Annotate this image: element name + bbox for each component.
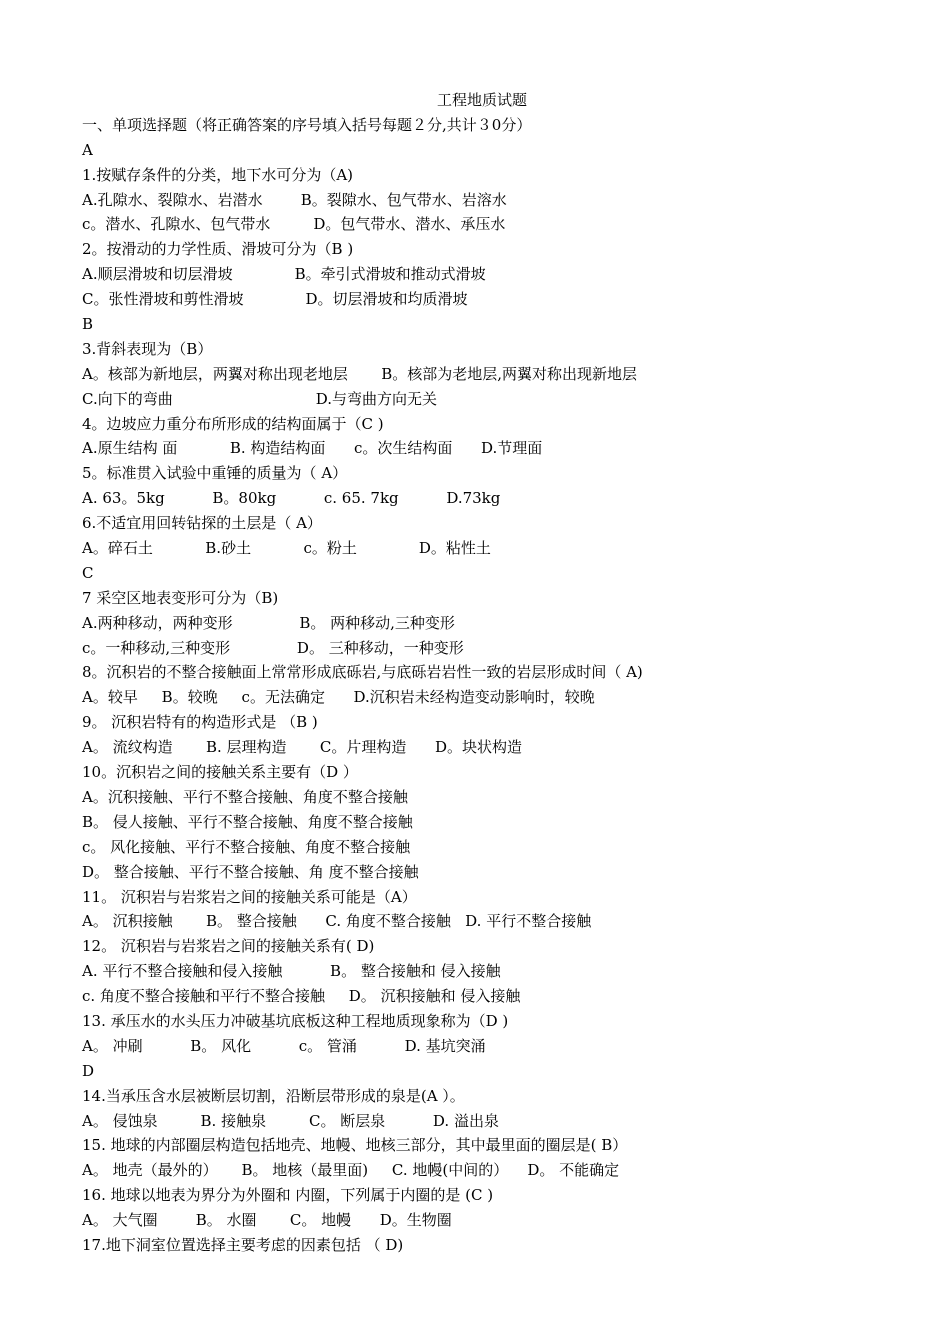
text-line: A. 平行不整合接触和侵入接触 B。 整合接触和 侵入接触 xyxy=(82,962,501,981)
text-line: 14.当承压含水层被断层切割，沿断层带形成的泉是(A ）。 xyxy=(82,1086,465,1105)
text-line: 11。 沉积岩与岩浆岩之间的接触关系可能是（A） xyxy=(82,887,417,906)
text-line: D xyxy=(82,1061,95,1080)
text-line: A xyxy=(82,140,93,159)
text-line: 13. 承压水的水头压力冲破基坑底板这种工程地质现象称为（D ) xyxy=(82,1011,509,1030)
text-line: 6.不适宜用回转钻探的土层是（ A） xyxy=(82,514,322,533)
text-line: A.孔隙水、裂隙水、岩潜水 B。裂隙水、包气带水、岩溶水 xyxy=(82,190,507,209)
text-line: A。 大气圈 B。 水圈 C。 地幔 D。生物圈 xyxy=(82,1211,452,1230)
text-line: A。 侵蚀泉 B. 接触泉 C。 断层泉 D. 溢出泉 xyxy=(82,1111,499,1130)
text-line: 3.背斜表现为（B） xyxy=(82,339,213,358)
text-line: c。 风化接触、平行不整合接触、角度不整合接触 xyxy=(82,837,411,856)
text-line: 10。沉积岩之间的接触关系主要有（D ） xyxy=(82,763,358,782)
text-line: 16. 地球以地表为界分为外圈和 内圈，下列属于内圈的是 (C ) xyxy=(82,1186,494,1205)
text-line: 9。 沉积岩特有的构造形式是 （B ) xyxy=(82,713,318,732)
text-line: 5。标准贯入试验中重锤的质量为（ A） xyxy=(82,464,348,483)
text-line: c。潜水、孔隙水、包气带水 D。包气带水、潜水、承压水 xyxy=(82,215,506,234)
text-line: c。一种移动,三种变形 D。 三种移动，一种变形 xyxy=(82,638,464,657)
text-line: A。碎石土 B.砂土 c。粉土 D。粘性土 xyxy=(82,539,491,558)
text-line: 4。边坡应力重分布所形成的结构面属于（C ) xyxy=(82,414,384,433)
text-line: c. 角度不整合接触和平行不整合接触 D。 沉积接触和 侵入接触 xyxy=(82,987,521,1006)
text-line: A。 流纹构造 B. 层理构造 C。片理构造 D。块状构造 xyxy=(82,738,523,757)
question-list xyxy=(82,113,882,1258)
text-line: B xyxy=(82,315,94,334)
text-line: 17.地下洞室位置选择主要考虑的因素包括 （ D) xyxy=(82,1235,404,1254)
text-line: A。核部为新地层，两翼对称出现老地层 B。核部为老地层,两翼对称出现新地层 xyxy=(82,364,638,383)
text-line: D。 整合接触、平行不整合接触、角 度不整合接触 xyxy=(82,862,419,881)
document-body xyxy=(82,88,882,1258)
text-line: A。较早 B。较晚 c。无法确定 D.沉积岩未经构造变动影响时，较晚 xyxy=(82,688,595,707)
text-line: A.两种移动，两种变形 B。 两种移动,三种变形 xyxy=(82,613,455,632)
text-line: 15. 地球的内部圈层构造包括地壳、地幔、地核三部分，其中最里面的圈层是( B） xyxy=(82,1136,628,1155)
text-line: B。 侵人接触、平行不整合接触、角度不整合接触 xyxy=(82,812,413,831)
text-line: 2。按滑动的力学性质、滑坡可分为（B ) xyxy=(82,240,354,259)
text-line: 1.按赋存条件的分类，地下水可分为（A) xyxy=(82,165,353,184)
text-line: A.原生结构 面 B. 构造结构面 c。次生结构面 D.节理面 xyxy=(82,439,543,458)
text-line: A。 冲刷 B。 风化 c。 管涌 D. 基坑突涌 xyxy=(82,1036,486,1055)
text-line: C xyxy=(82,563,94,582)
text-line: 一、单项选择题（将正确答案的序号填入括号每题２分,共计３0分） xyxy=(82,115,532,134)
text-line: A. 63。5kg B。80kg c. 65. 7kg D.73kg xyxy=(82,489,501,508)
text-line: C。张性滑坡和剪性滑坡 D。切层滑坡和均质滑坡 xyxy=(82,290,468,309)
text-line: 7 采空区地表变形可分为（B) xyxy=(82,588,279,607)
text-line: 8。沉积岩的不整合接触面上常常形成底砾岩,与底砾岩岩性一致的岩层形成时间（ A) xyxy=(82,663,643,682)
text-line: A。 地壳（最外的） B。 地核（最里面) C. 地幔(中间的） D。 不能确定 xyxy=(82,1161,620,1180)
text-line: A.顺层滑坡和切层滑坡 B。牵引式滑坡和推动式滑坡 xyxy=(82,265,486,284)
document-title: 工程地质试题 xyxy=(436,91,527,109)
text-line: 12。 沉积岩与岩浆岩之间的接触关系有( D) xyxy=(82,937,375,956)
text-line: A。沉积接触、平行不整合接触、角度不整合接触 xyxy=(82,787,408,806)
text-line: A。 沉积接触 B。 整合接触 C. 角度不整合接触 D. 平行不整合接触 xyxy=(82,912,592,931)
text-line: C.向下的弯曲 D.与弯曲方向无关 xyxy=(82,389,438,408)
